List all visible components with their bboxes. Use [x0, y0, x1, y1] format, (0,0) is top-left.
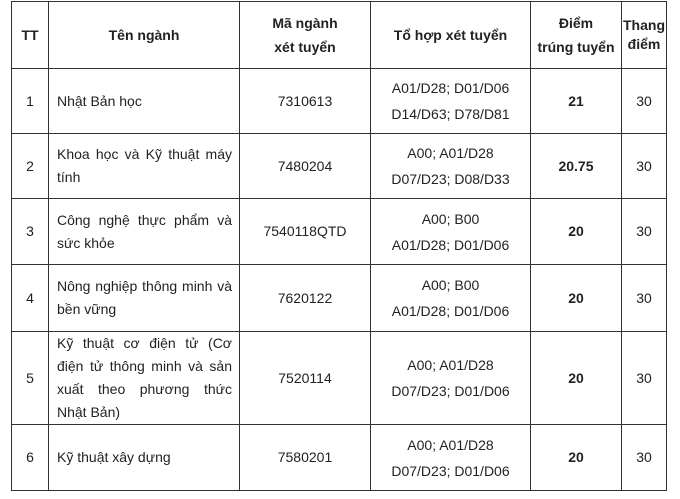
cell-thang-diem: 30: [622, 332, 667, 425]
cell-thang-diem: 30: [622, 265, 667, 332]
cell-diem: 21: [531, 69, 622, 134]
cell-to-hop: A00; A01/D28 D07/D23; D01/D06: [371, 332, 531, 425]
cell-ten-nganh: Nhật Bản học: [49, 69, 240, 134]
cell-to-hop: A00; B00 A01/D28; D01/D06: [371, 199, 531, 265]
cell-tt: 3: [12, 199, 49, 265]
header-thang-diem: Thang điểm: [622, 2, 667, 69]
cell-ma-nganh: 7580201: [240, 425, 371, 491]
cell-ma-nganh: 7480204: [240, 134, 371, 199]
header-diem: Điểm trúng tuyển: [531, 2, 622, 69]
table-row: [12, 199, 667, 265]
table-row: [12, 69, 667, 134]
cell-to-hop: A01/D28; D01/D06 D14/D63; D78/D81: [371, 69, 531, 134]
cell-ma-nganh: 7310613: [240, 69, 371, 134]
cell-tt: 1: [12, 69, 49, 134]
cell-tt: 2: [12, 134, 49, 199]
table-row: [12, 134, 667, 199]
cell-tt: 4: [12, 265, 49, 332]
cell-diem: 20: [531, 265, 622, 332]
cell-ten-nganh: Kỹ thuật xây dựng: [49, 425, 240, 491]
cell-ten-nganh: Khoa học và Kỹ thuật máy tính: [49, 134, 240, 199]
cell-ma-nganh: 7620122: [240, 265, 371, 332]
cell-diem: 20.75: [531, 134, 622, 199]
cell-to-hop: A00; A01/D28 D07/D23; D08/D33: [371, 134, 531, 199]
table-row: [12, 425, 667, 491]
table-row: [12, 332, 667, 425]
header-ten-nganh: Tên ngành: [49, 2, 240, 69]
cell-to-hop: A00; A01/D28 D07/D23; D01/D06: [371, 425, 531, 491]
cell-ma-nganh: 7540118QTD: [240, 199, 371, 265]
header-tt: TT: [12, 2, 49, 69]
cell-thang-diem: 30: [622, 69, 667, 134]
cell-ma-nganh: 7520114: [240, 332, 371, 425]
header-to-hop: Tổ hợp xét tuyển: [371, 2, 531, 69]
table-header-row: [12, 2, 667, 69]
cell-to-hop: A00; B00 A01/D28; D01/D06: [371, 265, 531, 332]
cell-thang-diem: 30: [622, 425, 667, 491]
table-row: [12, 265, 667, 332]
cell-tt: 5: [12, 332, 49, 425]
cell-ten-nganh: Kỹ thuật cơ điện tử (Cơ điện tử thông minh và sản xuất theo phương thức Nhật Bản): [49, 332, 240, 425]
cell-diem: 20: [531, 199, 622, 265]
cell-tt: 6: [12, 425, 49, 491]
header-ma-nganh: Mã ngành xét tuyển: [240, 2, 371, 69]
cell-thang-diem: 30: [622, 134, 667, 199]
admission-scores-table: [11, 1, 667, 491]
cell-ten-nganh: Công nghệ thực phẩm và sức khỏe: [49, 199, 240, 265]
cell-ten-nganh: Nông nghiệp thông minh và bền vững: [49, 265, 240, 332]
cell-diem: 20: [531, 425, 622, 491]
cell-thang-diem: 30: [622, 199, 667, 265]
cell-diem: 20: [531, 332, 622, 425]
